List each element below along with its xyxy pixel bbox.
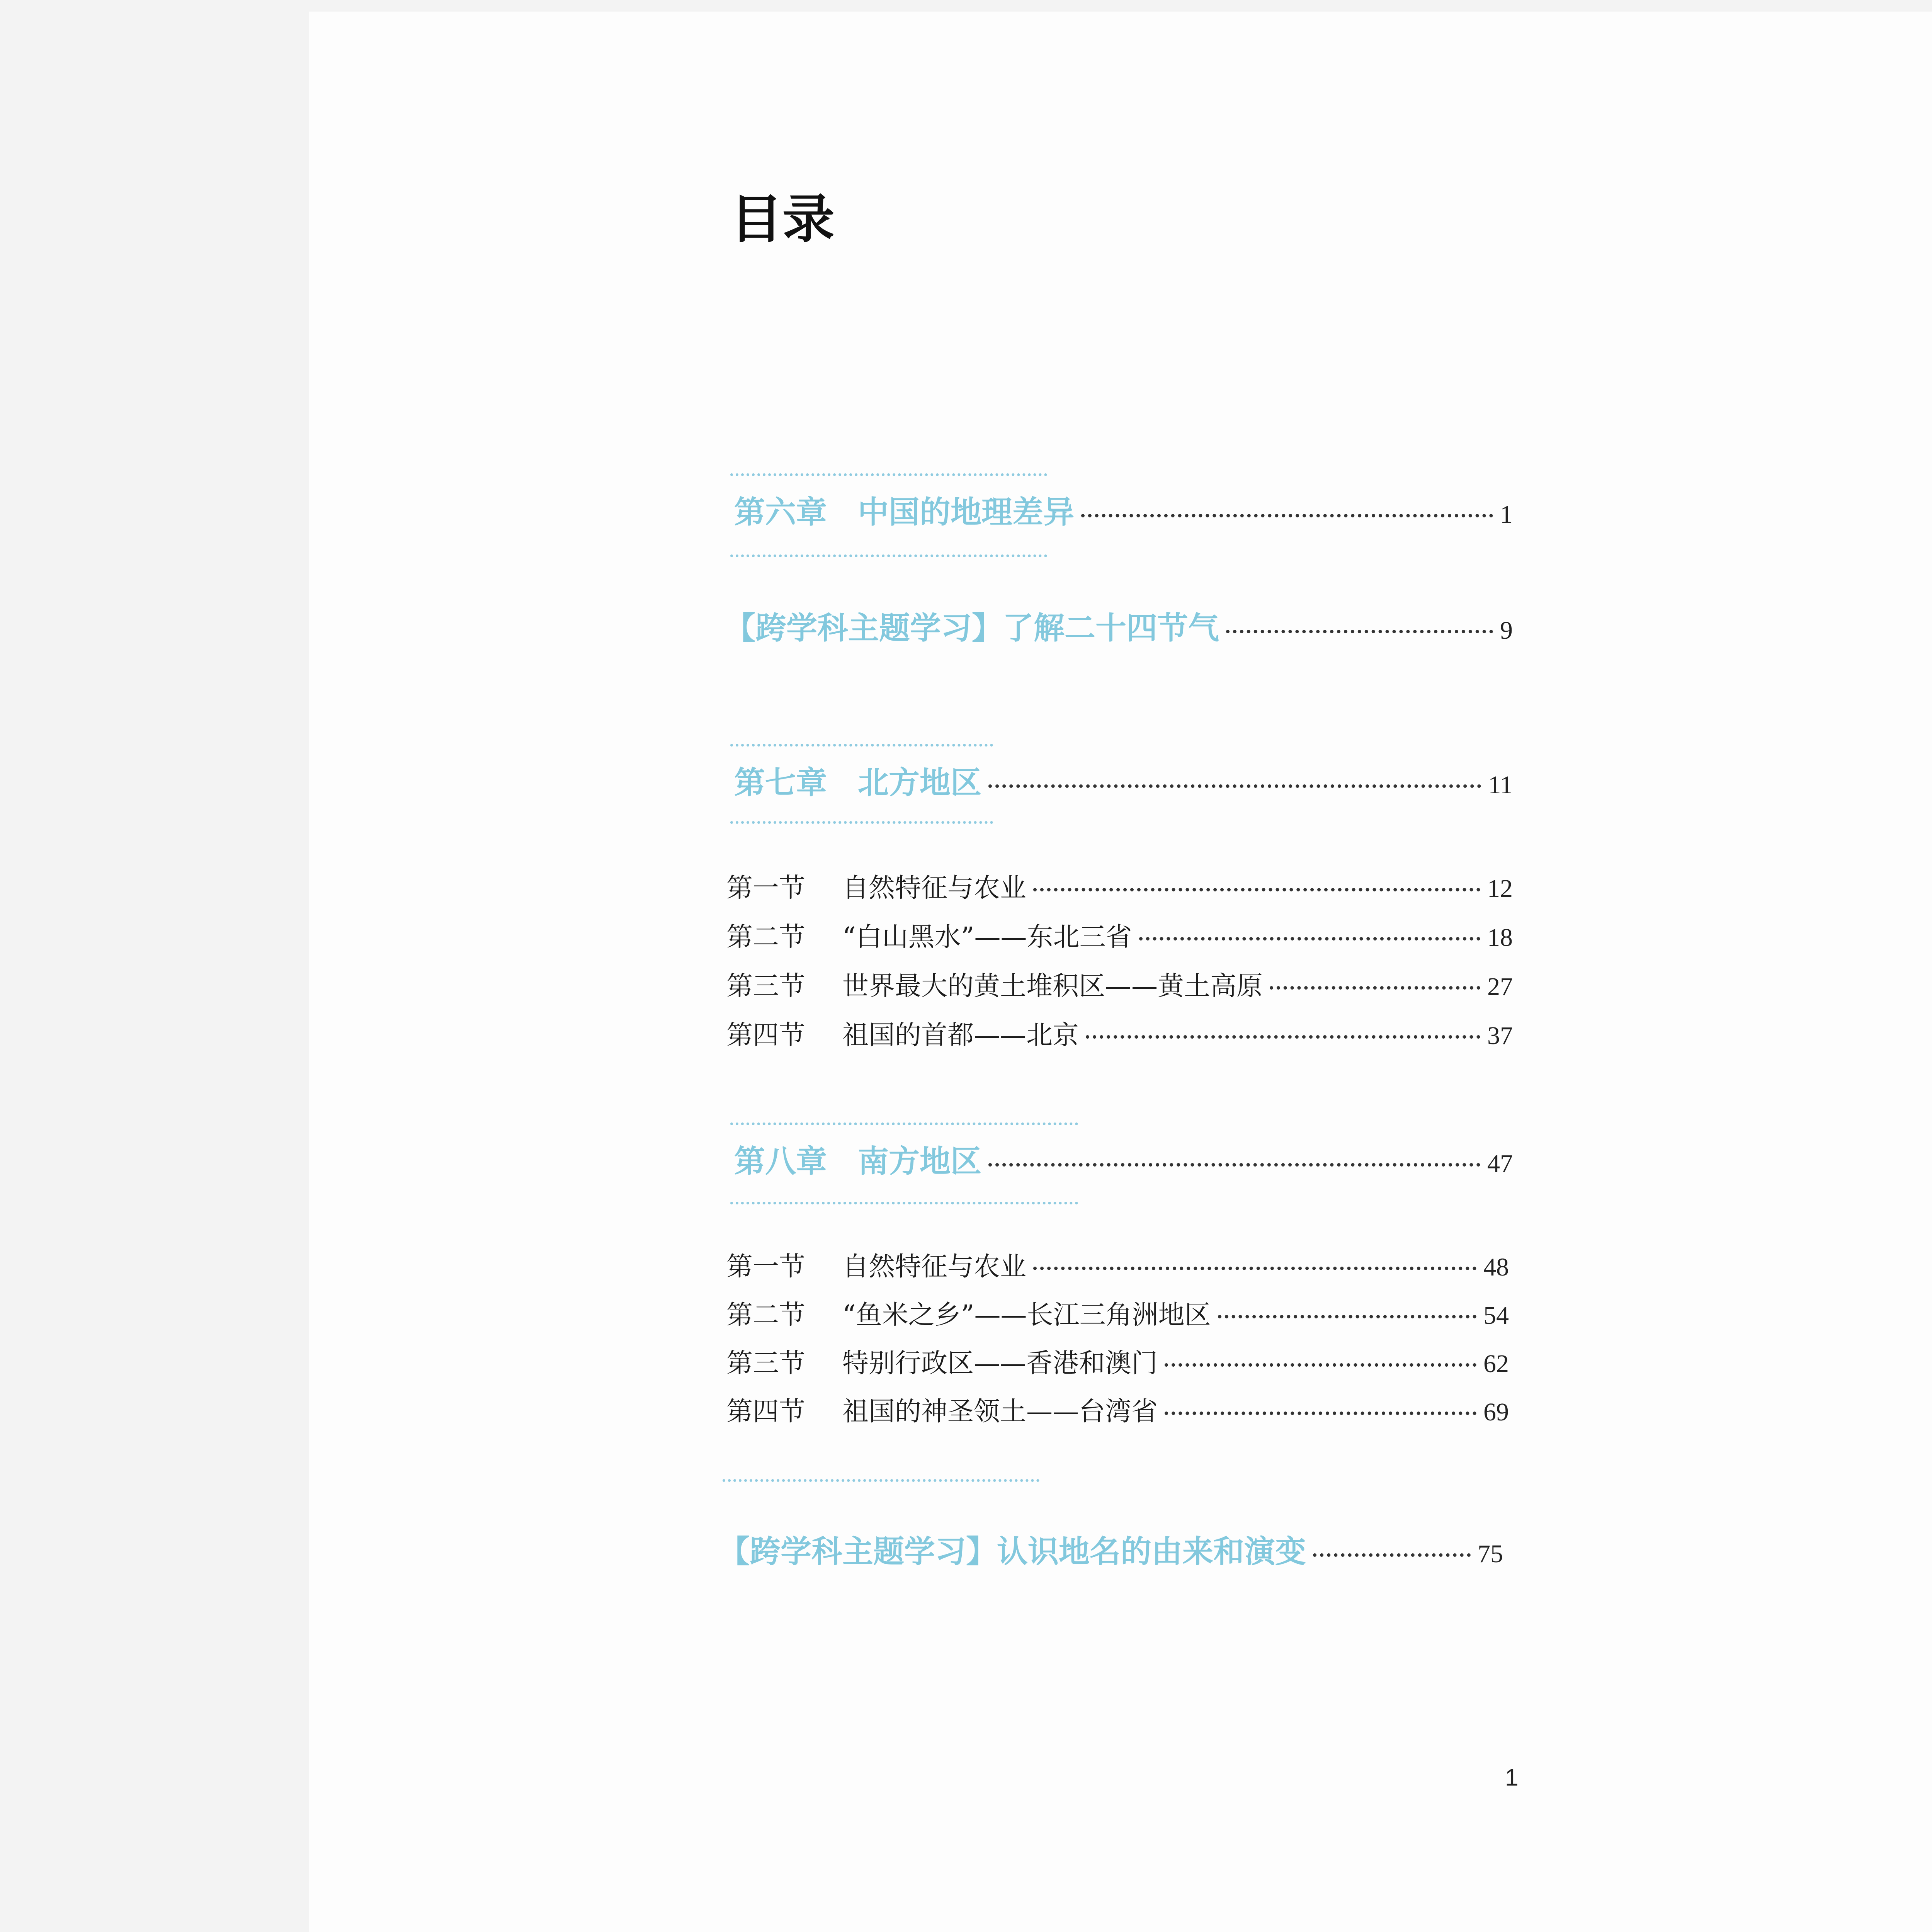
chapter-rule [730, 1202, 1078, 1204]
dot-leader [1139, 937, 1480, 940]
page-ref: 75 [1478, 1540, 1503, 1568]
dot-leader [1218, 1315, 1476, 1318]
toc-section[interactable] [726, 875, 1513, 901]
page-ref: 18 [1487, 923, 1513, 952]
chapter-title: 北方地区 [858, 764, 981, 801]
page-ref: 12 [1487, 874, 1513, 903]
chapter-rule [730, 744, 993, 747]
page-ref: 47 [1487, 1150, 1513, 1178]
section-number: 第三节 [726, 1348, 806, 1379]
toc-section[interactable] [726, 1302, 1509, 1328]
section-title: 祖国的神圣领土——台湾省 [842, 1396, 1158, 1427]
section-label [726, 1302, 1211, 1328]
toc-section[interactable] [726, 1350, 1509, 1377]
chapter-number: 第七章 [734, 764, 827, 801]
dot-leader [988, 1163, 1480, 1167]
dot-leader [1081, 514, 1493, 517]
dot-leader [1226, 630, 1493, 633]
section-number: 第二节 [726, 1300, 806, 1330]
chapter-rule [730, 1122, 1078, 1125]
topic-title: 【跨学科主题学习】了解二十四节气 [724, 610, 1219, 646]
toc-topic-2[interactable] [719, 1533, 1503, 1570]
toc-topic-1[interactable] [724, 610, 1513, 646]
chapter-label [734, 764, 981, 801]
topic-rule [723, 1479, 1039, 1482]
page-ref: 62 [1483, 1350, 1509, 1378]
toc-section[interactable] [726, 1022, 1513, 1049]
section-label [726, 924, 1132, 951]
dot-leader [1270, 986, 1480, 990]
chapter-title: 南方地区 [858, 1143, 981, 1179]
section-title: 自然特征与农业 [842, 1252, 1027, 1282]
page-ref: 54 [1483, 1301, 1509, 1330]
section-title: 特别行政区——香港和澳门 [842, 1348, 1158, 1379]
section-number: 第四节 [726, 1020, 806, 1051]
topic-title: 【跨学科主题学习】认识地名的由来和演变 [719, 1533, 1306, 1570]
section-title: “鱼米之乡”——长江三角洲地区 [842, 1300, 1211, 1330]
section-title: “白山黑水”——东北三省 [842, 922, 1132, 952]
chapter-label [734, 494, 1074, 530]
chapter-number: 第八章 [734, 1143, 827, 1179]
section-label [726, 1396, 1158, 1427]
section-title: 祖国的首都——北京 [842, 1020, 1079, 1051]
section-label [726, 1254, 1026, 1280]
chapter-label [734, 1143, 981, 1179]
page-ref: 9 [1500, 616, 1513, 645]
toc-chapter-6[interactable] [734, 494, 1513, 530]
section-title: 世界最大的黄土堆积区——黄土高原 [842, 971, 1263, 1002]
section-number: 第一节 [726, 873, 806, 903]
section-number: 第三节 [726, 971, 806, 1002]
dot-leader [1165, 1412, 1476, 1415]
chapter-number: 第六章 [734, 494, 827, 530]
chapter-rule [730, 473, 1047, 476]
section-number: 第二节 [726, 922, 806, 952]
toc-section[interactable] [726, 973, 1513, 1000]
page-ref: 1 [1500, 500, 1513, 529]
chapter-title: 中国的地理差异 [858, 494, 1074, 530]
page-ref: 11 [1488, 771, 1513, 799]
toc-chapter-7[interactable] [734, 764, 1513, 801]
dot-leader [1313, 1553, 1471, 1557]
toc-section[interactable] [726, 1254, 1509, 1280]
page-ref: 48 [1483, 1253, 1509, 1281]
dot-leader [1033, 1267, 1476, 1270]
chapter-rule [730, 554, 1047, 557]
section-label [726, 973, 1263, 1000]
page-number: 1 [1505, 1764, 1519, 1791]
dot-leader [1033, 888, 1480, 891]
page-ref: 27 [1487, 973, 1513, 1001]
page-ref: 37 [1487, 1022, 1513, 1050]
section-title: 自然特征与农业 [842, 873, 1027, 903]
dot-leader [1086, 1035, 1480, 1039]
section-label [726, 875, 1026, 901]
section-number: 第四节 [726, 1396, 806, 1427]
section-label [726, 1350, 1158, 1377]
page-title: 目录 [730, 189, 835, 250]
toc-chapter-8[interactable] [734, 1143, 1513, 1179]
chapter-rule [730, 821, 993, 824]
section-label [726, 1022, 1079, 1049]
dot-leader [1165, 1363, 1476, 1367]
toc-section[interactable] [726, 1396, 1509, 1427]
page-ref: 69 [1483, 1398, 1509, 1426]
dot-leader [988, 784, 1481, 788]
section-number: 第一节 [726, 1252, 806, 1282]
toc-section[interactable] [726, 924, 1513, 951]
